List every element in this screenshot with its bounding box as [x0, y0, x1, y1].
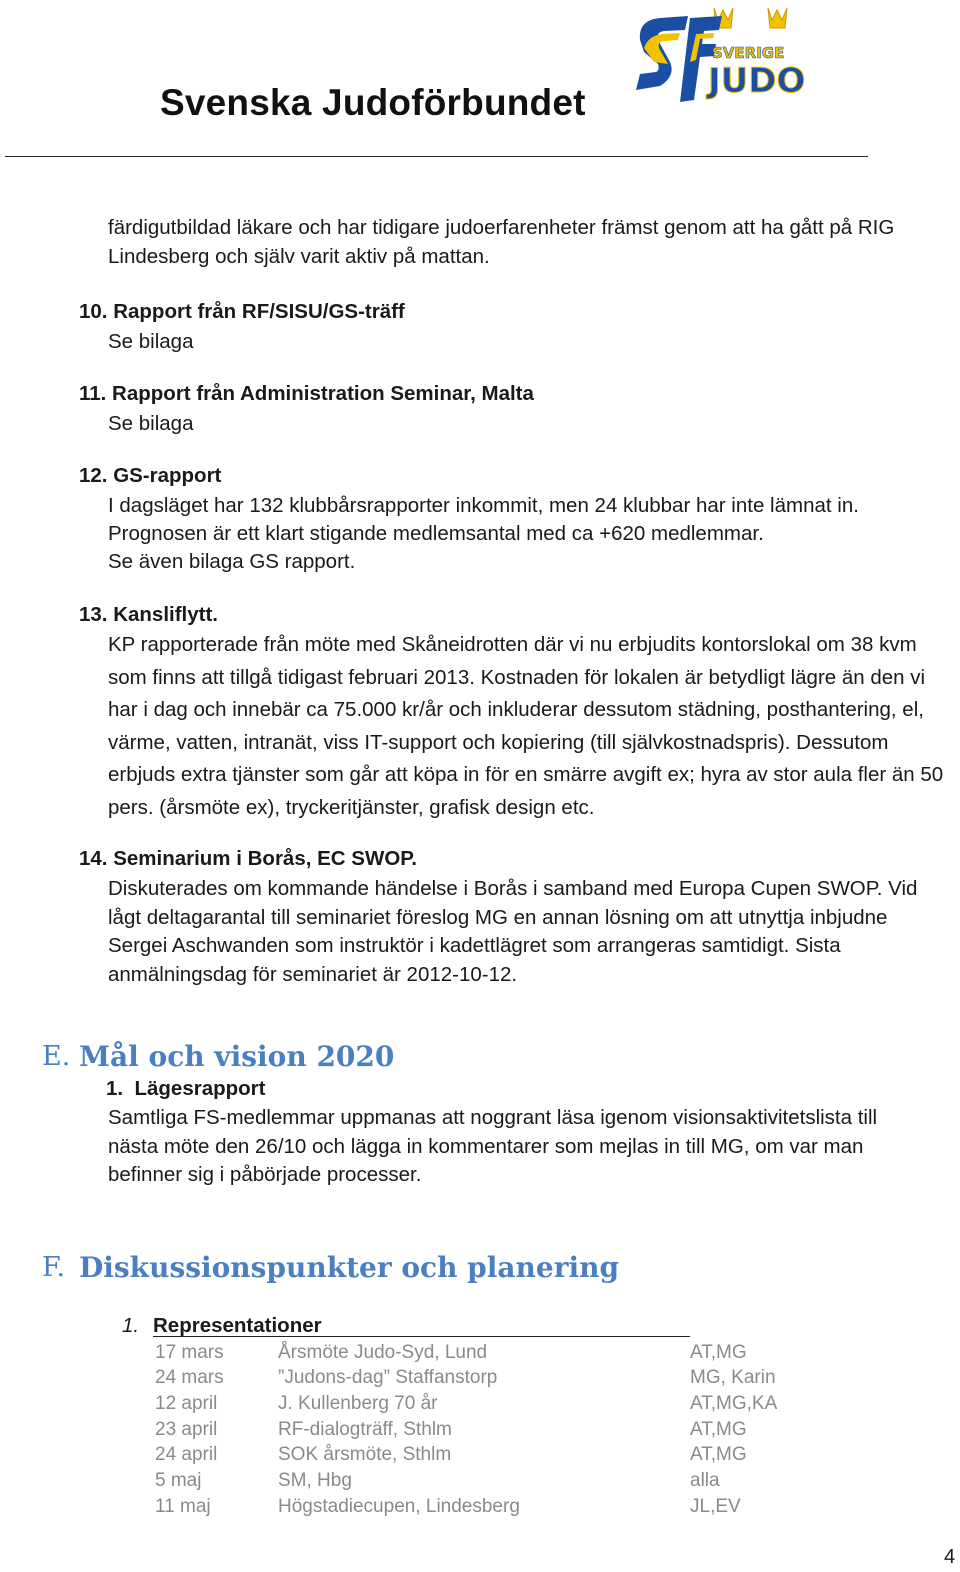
item-10-text: Se bilaga [108, 330, 194, 353]
rep-event: J. Kullenberg 70 år [278, 1393, 438, 1414]
item-13-text: KP rapporterade från möte med Skåneidrotten där vi nu erbjudits kontorslokal om 38 kvm som finns att tillgå tidigast februari 2013. Kostnaden för lokalen är betydligt lägre än den vi har i dag och innebär ca 75.000 kr/år och inkluderar dessutom städning, posthantering, el, värme, vatten, intranät, viss IT-support och kopiering (till självkostnadspris). Dessutom erbjuds extra tjänster som går att köpa in för en smärre avgift ex; hyra av stor aula fler än 50 pers. (årsmöte ex), tryckeritjänster, grafisk design etc. [108, 633, 944, 819]
representation-row [155, 1393, 855, 1419]
rep-attendees: AT,MG [690, 1419, 747, 1440]
section-e-title: Mål och vision 2020 [79, 1040, 395, 1073]
section-e-subheading: 1. Lägesrapport [106, 1077, 266, 1100]
sverige-judo-logo [630, 0, 806, 122]
rep-event: Årsmöte Judo-Syd, Lund [278, 1342, 488, 1363]
section-f-letter: F. [42, 1252, 66, 1283]
rep-event: SOK årsmöte, Sthlm [278, 1444, 452, 1465]
representation-row [155, 1470, 855, 1496]
rep-event: Högstadiecupen, Lindesberg [278, 1496, 520, 1517]
rep-attendees: alla [690, 1470, 720, 1491]
rep-date: 5 maj [155, 1470, 202, 1491]
representation-row [155, 1342, 855, 1368]
representation-row [155, 1367, 855, 1393]
continuation-paragraph: färdigutbildad läkare och har tidigare judoerfarenheter främst genom att ha gått på RIG Lindesberg och själv varit aktiv på mattan. [108, 216, 895, 268]
section-f-title: Diskussionspunkter och planering [79, 1251, 620, 1284]
representation-row [155, 1444, 855, 1470]
rep-attendees: JL,EV [690, 1496, 741, 1517]
rep-attendees: AT,MG [690, 1444, 747, 1465]
representation-heading: Representationer [153, 1314, 322, 1337]
item-12-line: Prognosen är ett klart stigande medlemsantal med ca +620 medlemmar. [108, 522, 764, 545]
representation-row [155, 1419, 855, 1445]
organization-name: Svenska Judoförbundet [160, 82, 586, 123]
representation-number: 1. [122, 1314, 140, 1337]
rep-attendees: AT,MG [690, 1342, 747, 1363]
page-number: 4 [944, 1546, 956, 1568]
section-e-letter: E. [42, 1041, 71, 1072]
rep-date: 24 april [155, 1444, 218, 1465]
rep-attendees: MG, Karin [690, 1367, 776, 1388]
rep-event: RF-dialogträff, Sthlm [278, 1419, 452, 1440]
item-10-heading: 10. Rapport från RF/SISU/GS-träff [79, 300, 405, 323]
rep-event: ”Judons-dag” Staffanstorp [278, 1367, 498, 1388]
rep-event: SM, Hbg [278, 1470, 352, 1491]
rep-date: 23 april [155, 1419, 218, 1440]
item-11-heading: 11. Rapport från Administration Seminar, Malta [79, 382, 534, 405]
item-12-heading: 12. GS-rapport [79, 464, 222, 487]
logo-text-judo: JUDO [708, 61, 806, 101]
representation-underline [153, 1336, 690, 1337]
rep-date: 12 april [155, 1393, 218, 1414]
representation-row [155, 1496, 855, 1522]
logo-text-sverige: SVERIGE [712, 44, 785, 62]
rep-date: 11 maj [155, 1496, 211, 1517]
rep-attendees: AT,MG,KA [690, 1393, 778, 1414]
item-12-line: Se även bilaga GS rapport. [108, 550, 356, 573]
item-12-line: I dagsläget har 132 klubbårsrapporter inkommit, men 24 klubbar har inte lämnat in. [108, 494, 859, 517]
item-11-text: Se bilaga [108, 412, 194, 435]
section-e-text: Samtliga FS-medlemmar uppmanas att noggrant läsa igenom visionsaktivitetslista till nästa möte den 26/10 och lägga in kommentarer som mejlas in till MG, om var man befinner sig i påbörjade processer. [108, 1106, 878, 1186]
rep-date: 17 mars [155, 1342, 224, 1363]
header-rule [5, 156, 868, 157]
item-14-heading: 14. Seminarium i Borås, EC SWOP. [79, 847, 417, 870]
item-13-heading: 13. Kansliflytt. [79, 603, 218, 626]
rep-date: 24 mars [155, 1367, 224, 1388]
item-14-text: Diskuterades om kommande händelse i Borås i samband med Europa Cupen SWOP. Vid lågt deltagarantal till seminariet föreslog MG en annan lösning om att utnyttja inbjudne Sergei Aschwanden som instruktör i kadettlägret som arrangeras samtidigt. Sista anmälningsdag för seminariet är 2012-10-12. [108, 877, 918, 986]
